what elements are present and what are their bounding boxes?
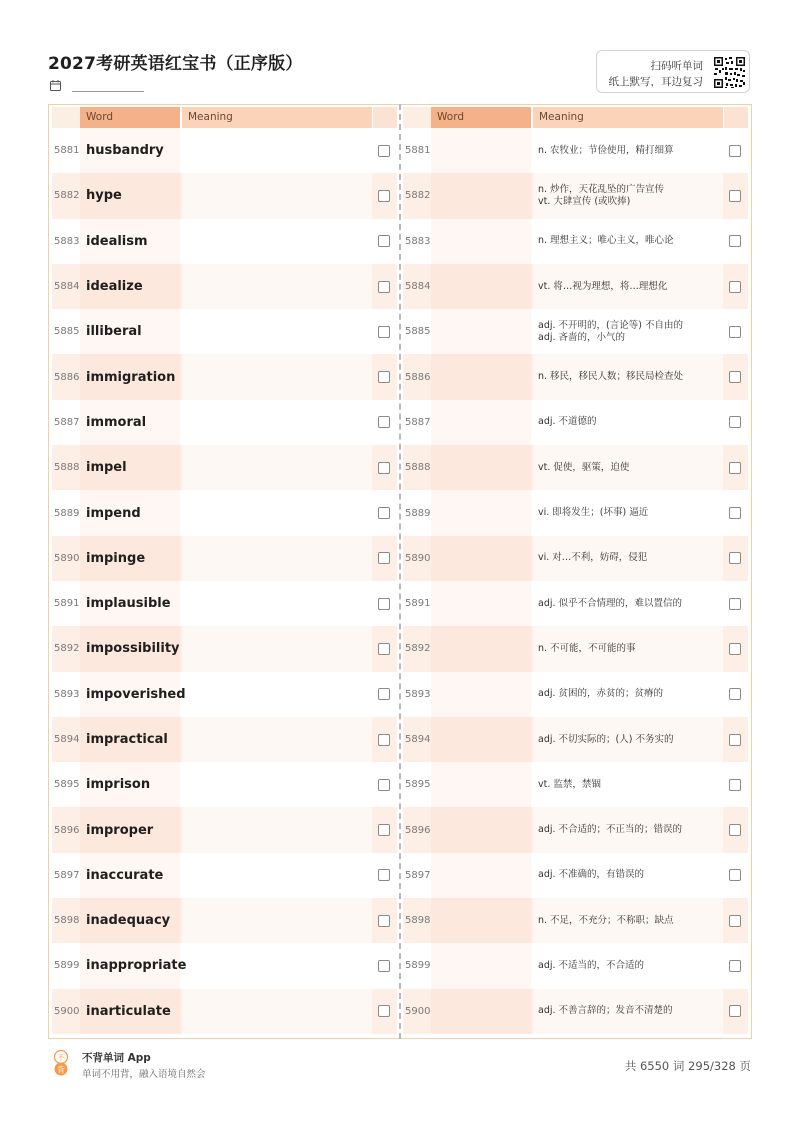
- meaning-blank-cell[interactable]: [182, 717, 372, 762]
- word-text: hype: [86, 188, 122, 204]
- meaning-half: [403, 107, 748, 1034]
- table-row: [403, 853, 748, 898]
- row-number: 5896: [405, 824, 431, 836]
- row-checkbox[interactable]: [729, 779, 741, 791]
- date-field[interactable]: [72, 91, 144, 92]
- meaning-text: [538, 490, 720, 535]
- word-blank-cell[interactable]: [431, 219, 531, 264]
- word-text: implausible: [86, 596, 171, 612]
- word-blank-cell[interactable]: [431, 853, 531, 898]
- row-checkbox[interactable]: [729, 734, 741, 746]
- table-row: [52, 173, 397, 218]
- row-checkbox[interactable]: [378, 598, 390, 610]
- fold-divider: [399, 104, 401, 1039]
- row-number: 5896: [54, 824, 80, 836]
- word-text: imprison: [86, 777, 151, 793]
- footer-app-name: 不背单词 App: [82, 1052, 151, 1064]
- table-row: [52, 536, 397, 581]
- meaning-blank-cell[interactable]: [182, 626, 372, 671]
- meaning-blank-cell[interactable]: [182, 898, 372, 943]
- meaning-blank-cell[interactable]: [182, 309, 372, 354]
- meaning-blank-cell[interactable]: [182, 173, 372, 218]
- word-blank-cell[interactable]: [431, 128, 531, 173]
- row-number: 5883: [405, 235, 431, 247]
- meaning-blank-cell[interactable]: [182, 490, 372, 535]
- meaning-text: [538, 989, 720, 1034]
- word-text: inarticulate: [86, 1003, 171, 1019]
- row-checkbox[interactable]: [378, 1005, 390, 1017]
- meaning-text: [538, 807, 720, 852]
- table-row: [403, 173, 748, 218]
- table-row: [52, 354, 397, 399]
- table-row: [403, 354, 748, 399]
- meaning-line: adj. 不善言辞的；发音不清楚的: [538, 1005, 673, 1017]
- row-number: 5887: [54, 416, 80, 428]
- meaning-line: n. 农牧业；节俭使用，精打细算: [538, 144, 674, 156]
- meaning-text: [538, 672, 720, 717]
- meaning-text: [538, 219, 720, 264]
- word-half: [52, 107, 397, 1034]
- word-text: immoral: [86, 414, 147, 430]
- row-number: 5890: [54, 552, 80, 564]
- row-checkbox[interactable]: [729, 869, 741, 881]
- row-number: 5898: [54, 915, 80, 927]
- row-number: 5898: [405, 915, 431, 927]
- table-row: [403, 309, 748, 354]
- row-number: 5884: [54, 281, 80, 293]
- meaning-line: n. 炒作，天花乱坠的广告宣传: [538, 183, 665, 195]
- row-number: 5887: [405, 416, 431, 428]
- row-checkbox[interactable]: [378, 734, 390, 746]
- table-row: [52, 626, 397, 671]
- word-blank-cell[interactable]: [431, 264, 531, 309]
- page-title: 2027考研英语红宝书（正序版）: [48, 54, 303, 74]
- table-row: [52, 128, 397, 173]
- meaning-column-header: Meaning: [188, 111, 233, 123]
- meaning-blank-cell[interactable]: [182, 264, 372, 309]
- word-blank-cell[interactable]: [431, 943, 531, 988]
- calendar-icon: [50, 80, 61, 91]
- meaning-line: vt. 大肆宣传 (或吹捧): [538, 195, 631, 207]
- meaning-text: [538, 309, 720, 354]
- row-checkbox[interactable]: [378, 552, 390, 564]
- meaning-text: [538, 536, 720, 581]
- table-row: [403, 128, 748, 173]
- row-number: 5900: [54, 1005, 80, 1017]
- table-row: [52, 853, 397, 898]
- row-number: 5895: [405, 779, 431, 791]
- qr-code-icon[interactable]: [713, 56, 746, 89]
- meaning-line: adj. 不准确的，有错误的: [538, 869, 645, 881]
- meaning-text: [538, 445, 720, 490]
- row-checkbox[interactable]: [378, 145, 390, 157]
- page-info: 共 6550 词 295/328 页: [624, 1059, 751, 1073]
- meaning-text: [538, 128, 720, 173]
- meaning-line: adj. 不切实际的；(人) 不务实的: [538, 733, 674, 745]
- meaning-text: [538, 173, 720, 218]
- word-text: husbandry: [86, 143, 164, 159]
- word-blank-cell[interactable]: [431, 807, 531, 852]
- word-text: improper: [86, 822, 154, 838]
- table-row: [52, 219, 397, 264]
- table-row: [403, 400, 748, 445]
- table-row: [52, 807, 397, 852]
- table-header: [403, 107, 748, 128]
- row-number: 5899: [54, 960, 80, 972]
- row-number: 5889: [405, 507, 431, 519]
- table-row: [52, 490, 397, 535]
- row-checkbox[interactable]: [729, 371, 741, 383]
- row-checkbox[interactable]: [729, 552, 741, 564]
- table-row: [52, 943, 397, 988]
- row-checkbox[interactable]: [378, 507, 390, 519]
- row-checkbox[interactable]: [378, 371, 390, 383]
- table-row: [403, 943, 748, 988]
- meaning-line: n. 理想主义；唯心主义，唯心论: [538, 235, 674, 247]
- table-row: [403, 490, 748, 535]
- table-row: [52, 898, 397, 943]
- meaning-text: [538, 943, 720, 988]
- row-number: 5892: [405, 643, 431, 655]
- row-checkbox[interactable]: [378, 326, 390, 338]
- table-row: [52, 445, 397, 490]
- row-checkbox[interactable]: [729, 824, 741, 836]
- word-text: inaccurate: [86, 867, 164, 883]
- row-checkbox[interactable]: [729, 688, 741, 700]
- audio-promo-box: [596, 50, 750, 93]
- table-row: [52, 264, 397, 309]
- table-row: [52, 717, 397, 762]
- table-row: [403, 989, 748, 1034]
- meaning-line: adj. 不适当的，不合适的: [538, 959, 645, 971]
- row-number: 5890: [405, 552, 431, 564]
- logo-char-bottom: 背: [57, 1065, 65, 1075]
- meaning-column-header: Meaning: [539, 111, 584, 123]
- meaning-rows: [403, 128, 748, 1034]
- table-row: [403, 264, 748, 309]
- table-row: [403, 445, 748, 490]
- row-number: 5886: [54, 371, 80, 383]
- row-number: 5891: [405, 598, 431, 610]
- promo-line-1: 扫码听单词: [650, 60, 703, 72]
- meaning-line: n. 不足，不充分；不称职；缺点: [538, 914, 674, 926]
- meaning-line: vi. 对…不利，妨碍，侵犯: [538, 552, 648, 564]
- row-checkbox[interactable]: [378, 824, 390, 836]
- row-checkbox[interactable]: [378, 960, 390, 972]
- row-checkbox[interactable]: [378, 190, 390, 202]
- meaning-line: adj. 不道德的: [538, 416, 597, 428]
- logo-char-top: 不: [57, 1053, 65, 1063]
- row-checkbox[interactable]: [729, 915, 741, 927]
- row-checkbox[interactable]: [729, 507, 741, 519]
- word-blank-cell[interactable]: [431, 581, 531, 626]
- word-blank-cell[interactable]: [431, 717, 531, 762]
- meaning-text: [538, 581, 720, 626]
- meaning-blank-cell[interactable]: [182, 853, 372, 898]
- row-number: 5893: [405, 688, 431, 700]
- meaning-text: [538, 626, 720, 671]
- word-blank-cell[interactable]: [431, 989, 531, 1034]
- table-row: [52, 309, 397, 354]
- meaning-text: [538, 898, 720, 943]
- meaning-line: adj. 吝啬的，小气的: [538, 331, 626, 343]
- table-header: [52, 107, 397, 128]
- word-text: impel: [86, 460, 127, 476]
- meaning-line: adj. 贫困的，赤贫的；贫瘠的: [538, 688, 664, 700]
- word-blank-cell[interactable]: [431, 626, 531, 671]
- table-row: [52, 762, 397, 807]
- row-number: 5883: [54, 235, 80, 247]
- word-rows: [52, 128, 397, 1034]
- meaning-text: [538, 400, 720, 445]
- word-blank-cell[interactable]: [431, 354, 531, 399]
- meaning-blank-cell[interactable]: [182, 354, 372, 399]
- row-number: 5884: [405, 281, 431, 293]
- row-checkbox[interactable]: [378, 235, 390, 247]
- word-text: impinge: [86, 550, 146, 566]
- word-blank-cell[interactable]: [431, 536, 531, 581]
- table-row: [403, 581, 748, 626]
- meaning-blank-cell[interactable]: [182, 536, 372, 581]
- row-number: 5881: [54, 145, 80, 157]
- table-row: [52, 581, 397, 626]
- word-text: inadequacy: [86, 913, 171, 929]
- row-number: 5889: [54, 507, 80, 519]
- row-number: 5895: [54, 779, 80, 791]
- row-checkbox[interactable]: [729, 235, 741, 247]
- row-checkbox[interactable]: [378, 462, 390, 474]
- table-row: [52, 672, 397, 717]
- row-checkbox[interactable]: [729, 598, 741, 610]
- row-number: 5897: [54, 869, 80, 881]
- footer-slogan: 单词不用背，融入语境自然会: [82, 1069, 206, 1080]
- row-checkbox[interactable]: [378, 688, 390, 700]
- table-row: [403, 672, 748, 717]
- row-number: 5892: [54, 643, 80, 655]
- row-checkbox[interactable]: [729, 190, 741, 202]
- meaning-blank-cell[interactable]: [182, 581, 372, 626]
- row-checkbox[interactable]: [378, 869, 390, 881]
- row-number: 5888: [54, 462, 80, 474]
- row-checkbox[interactable]: [729, 462, 741, 474]
- row-checkbox[interactable]: [378, 281, 390, 293]
- table-row: [52, 989, 397, 1034]
- meaning-blank-cell[interactable]: [182, 219, 372, 264]
- meaning-line: adj. 不合适的；不正当的；错误的: [538, 824, 683, 836]
- row-number: 5899: [405, 960, 431, 972]
- word-column-header: Word: [437, 111, 464, 123]
- row-number: 5885: [405, 326, 431, 338]
- meaning-line: vt. 将…视为理想，将…理想化: [538, 280, 668, 292]
- meaning-line: adj. 不开明的，(言论等) 不自由的: [538, 319, 683, 331]
- word-text: impoverished: [86, 686, 186, 702]
- meaning-blank-cell[interactable]: [182, 128, 372, 173]
- table-row: [403, 807, 748, 852]
- word-column-header: Word: [86, 111, 113, 123]
- row-number: 5885: [54, 326, 80, 338]
- row-checkbox[interactable]: [378, 416, 390, 428]
- word-text: impractical: [86, 732, 168, 747]
- word-text: idealize: [86, 279, 143, 295]
- row-number: 5897: [405, 869, 431, 881]
- row-number: 5894: [54, 734, 80, 745]
- row-checkbox[interactable]: [729, 960, 741, 972]
- table-row: [403, 219, 748, 264]
- app-logo-icon: [50, 1050, 72, 1076]
- row-number: 5888: [405, 462, 431, 474]
- word-text: impend: [86, 505, 141, 521]
- meaning-line: vi. 即将发生；(坏事) 逼近: [538, 507, 649, 519]
- word-text: immigration: [86, 369, 176, 385]
- word-blank-cell[interactable]: [431, 173, 531, 218]
- row-number: 5882: [54, 190, 80, 202]
- word-blank-cell[interactable]: [431, 490, 531, 535]
- row-number: 5900: [405, 1005, 431, 1017]
- table-row: [403, 536, 748, 581]
- row-number: 5886: [405, 371, 431, 383]
- row-number: 5894: [405, 734, 431, 745]
- table-row: [403, 898, 748, 943]
- word-text: idealism: [86, 233, 148, 249]
- meaning-blank-cell[interactable]: [182, 445, 372, 490]
- meaning-blank-cell[interactable]: [182, 762, 372, 807]
- meaning-blank-cell[interactable]: [182, 989, 372, 1034]
- row-checkbox[interactable]: [729, 326, 741, 338]
- meaning-text: [538, 264, 720, 309]
- meaning-line: vt. 监禁，禁锢: [538, 778, 601, 790]
- meaning-line: n. 移民，移民人数；移民局检查处: [538, 371, 684, 383]
- meaning-blank-cell[interactable]: [182, 943, 372, 988]
- meaning-text: [538, 853, 720, 898]
- word-text: inappropriate: [86, 958, 187, 974]
- word-text: illiberal: [86, 324, 142, 340]
- meaning-text: [538, 354, 720, 399]
- meaning-line: vt. 促使，驱策，迫使: [538, 461, 630, 473]
- word-blank-cell[interactable]: [431, 400, 531, 445]
- word-blank-cell[interactable]: [431, 309, 531, 354]
- row-number: 5891: [54, 598, 80, 610]
- meaning-text: [538, 762, 720, 807]
- meaning-blank-cell[interactable]: [182, 672, 372, 717]
- table-row: [403, 626, 748, 671]
- row-checkbox[interactable]: [378, 643, 390, 655]
- meaning-blank-cell[interactable]: [182, 400, 372, 445]
- row-number: 5882: [405, 190, 431, 202]
- row-checkbox[interactable]: [729, 416, 741, 428]
- row-number: 5881: [405, 145, 431, 157]
- meaning-blank-cell[interactable]: [182, 807, 372, 852]
- promo-line-2: 纸上默写，耳边复习: [608, 76, 703, 88]
- row-checkbox[interactable]: [729, 643, 741, 655]
- word-blank-cell[interactable]: [431, 672, 531, 717]
- word-blank-cell[interactable]: [431, 898, 531, 943]
- row-checkbox[interactable]: [729, 1005, 741, 1017]
- row-checkbox[interactable]: [378, 779, 390, 791]
- table-row: [52, 400, 397, 445]
- table-row: [403, 717, 748, 762]
- row-checkbox[interactable]: [729, 145, 741, 157]
- word-blank-cell[interactable]: [431, 445, 531, 490]
- meaning-line: n. 不可能，不可能的事: [538, 642, 636, 654]
- word-text: impossibility: [86, 641, 180, 657]
- row-checkbox[interactable]: [378, 915, 390, 927]
- row-checkbox[interactable]: [729, 281, 741, 293]
- table-row: [403, 762, 748, 807]
- meaning-line: adj. 似乎不合情理的，难以置信的: [538, 597, 683, 609]
- word-blank-cell[interactable]: [431, 762, 531, 807]
- meaning-text: [538, 717, 720, 762]
- row-number: 5893: [54, 688, 80, 700]
